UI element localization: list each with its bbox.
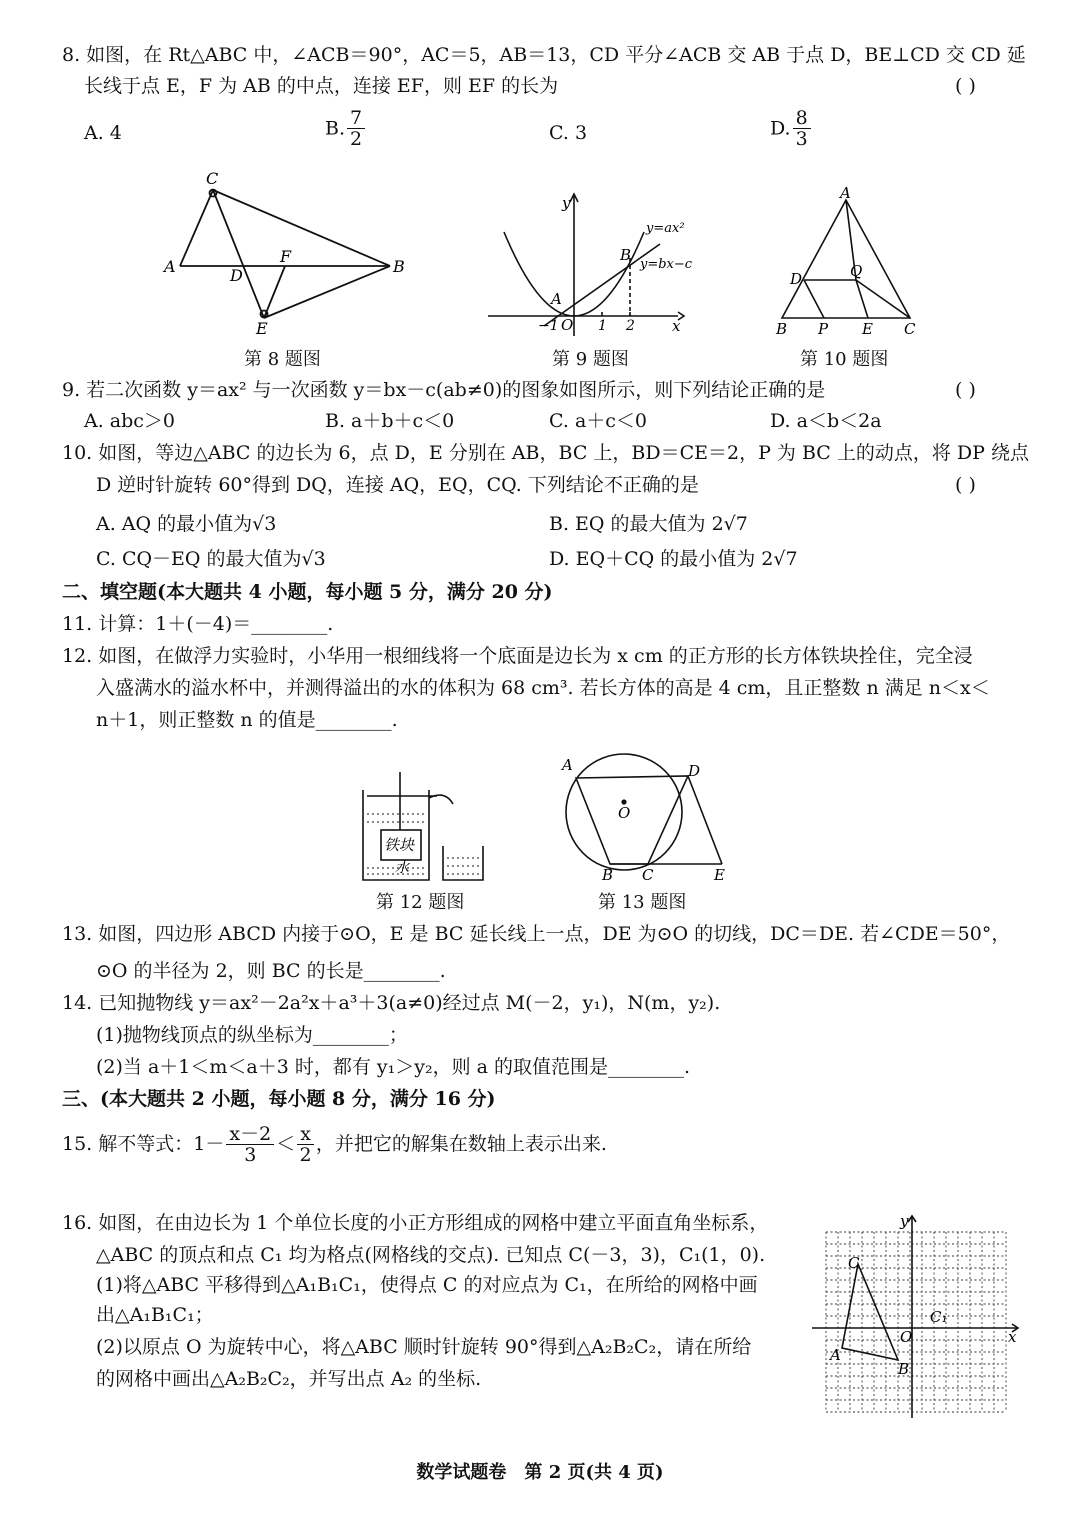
- q8-option-a: A. 4: [84, 122, 122, 144]
- fig8-label-e: E: [256, 319, 268, 338]
- fig8-label-c: C: [206, 169, 219, 188]
- q9-line1: 9. 若二次函数 y＝ax² 与一次函数 y＝bx－c(ab≠0)的图象如图所示，则下列结论正确的是: [62, 379, 826, 401]
- fig10-label-c: C: [904, 320, 916, 338]
- fig10-seg-qc: [856, 280, 910, 318]
- q14-line3: (2)当 a＋1＜m＜a＋3 时，都有 y₁＞y₂，则 a 的取值范围是________.: [96, 1056, 691, 1078]
- fig16-label-o: O: [900, 1328, 913, 1346]
- q15-suffix: ，并把它的解集在数轴上表示出来.: [315, 1133, 607, 1155]
- q16-line1: 16. 如图，在由边长为 1 个单位长度的小正方形组成的网格中建立平面直角坐标系，: [62, 1212, 769, 1234]
- q12-line2: 入盛满水的溢水杯中，并测得溢出的水的体积为 68 cm³. 若长方体的高是 4 cm，且正整数 n 满足 n＜x＜: [96, 677, 990, 699]
- q16-line5: (2)以原点 O 为旋转中心，将△ABC 顺时针旋转 90°得到△A₂B₂C₂，请在所给: [96, 1336, 752, 1358]
- q15-frac2-den: 2: [299, 1143, 312, 1166]
- figure-13: [556, 752, 734, 882]
- fig10-label-b: B: [776, 320, 788, 338]
- figure-16-grid: [812, 1212, 1028, 1420]
- fig9-label-line: y=bx−c: [640, 257, 693, 272]
- q8-option-b: [325, 108, 367, 149]
- q16-line2: △ABC 的顶点和点 C₁ 均为格点(网格线的交点). 已知点 C(－3，3)，C₁(1，0).: [96, 1244, 766, 1266]
- q12-line1: 12. 如图，在做浮力实验时，小华用一根细线将一个底面是边长为 x cm 的正方形的长方体铁块拴住，完全浸: [62, 645, 973, 667]
- q8-option-b-den: 2: [350, 128, 363, 150]
- fig10-label-p: P: [818, 320, 829, 338]
- fig16-label-a: A: [830, 1346, 841, 1364]
- figure-13-caption: 第 13 题图: [598, 892, 687, 913]
- fig16-label-c1: C₁: [930, 1308, 948, 1326]
- fig10-triangle-abc: [782, 200, 910, 318]
- q8-option-c: C. 3: [549, 122, 588, 144]
- q10-option-d: D. EQ＋CQ 的最小值为 2√7: [549, 548, 798, 570]
- q15-prefix: 15. 解不等式：1－: [62, 1133, 225, 1155]
- fig16-label-c: C: [848, 1254, 860, 1272]
- fig13-label-o: O: [618, 804, 631, 822]
- fig8-label-f: F: [280, 247, 292, 266]
- q16-line6: 的网格中画出△A₂B₂C₂，并写出点 A₂ 的坐标.: [96, 1368, 482, 1390]
- q14-line1: 14. 已知抛物线 y＝ax²－2a²x＋a³＋3(a≠0)经过点 M(－2，y₁)，N(m，y₂).: [62, 992, 721, 1014]
- q15-frac1-den: 3: [244, 1143, 257, 1166]
- fig13-label-d: D: [688, 762, 701, 780]
- fig12-label-water: 水: [395, 860, 409, 876]
- q8-option-d: [770, 108, 813, 149]
- q13-line2: ⊙O 的半径为 2，则 BC 的长是________.: [96, 960, 446, 982]
- fig13-label-a: A: [562, 756, 573, 774]
- section-3-heading: 三、(本大题共 2 小题，每小题 8 分，满分 16 分): [62, 1088, 496, 1110]
- q15-frac1-num: x－2: [226, 1124, 274, 1145]
- q10-line1: 10. 如图，等边△ABC 的边长为 6，点 D，E 分别在 AB，BC 上，BD＝CE＝2，P 为 BC 上的动点，将 DP 绕点: [62, 442, 1029, 464]
- fig16-label-b: B: [898, 1360, 910, 1378]
- q8-line2: 长线于点 E，F 为 AB 的中点，连接 EF，则 EF 的长为: [84, 75, 559, 97]
- fig9-label-x: x: [672, 317, 681, 335]
- q8-option-d-num: 8: [793, 108, 811, 129]
- fig9-label-y: y: [562, 194, 571, 212]
- fig8-seg-ca: [180, 190, 213, 266]
- q8-option-d-prefix: D.: [770, 117, 791, 140]
- q10-option-b: B. EQ 的最大值为 2√7: [549, 513, 748, 535]
- section-2-heading: 二、填空题(本大题共 4 小题，每小题 5 分，满分 20 分): [62, 581, 553, 603]
- figure-10: [768, 186, 924, 338]
- fig10-label-e: E: [862, 320, 873, 338]
- q15-text: [62, 1120, 607, 1167]
- figure-12-caption: 第 12 题图: [376, 892, 465, 913]
- q15-frac2-num: x: [297, 1124, 314, 1145]
- q9-option-a: A. abc＞0: [84, 410, 176, 432]
- figure-9: [482, 188, 704, 340]
- q10-line2: D 逆时针旋转 60°得到 DQ，连接 AQ，EQ，CQ. 下列结论不正确的是: [96, 474, 699, 496]
- fig16-label-y: y: [900, 1212, 909, 1230]
- figure-9-caption: 第 9 题图: [552, 349, 629, 370]
- fig8-label-d: D: [230, 266, 243, 285]
- fig8-label-a: A: [164, 257, 176, 276]
- figure-8: [150, 168, 420, 340]
- q15-mid: ＜: [276, 1133, 296, 1155]
- figure-8-caption: 第 8 题图: [244, 349, 321, 370]
- fig13-quadrilateral-abcd: [576, 776, 688, 864]
- q9-option-d: D. a＜b＜2a: [770, 410, 882, 432]
- fig13-label-c: C: [642, 866, 654, 882]
- fig12-beaker: [443, 846, 483, 880]
- fig13-seg-de: [688, 776, 722, 864]
- q8-answer-paren: ( ): [955, 75, 976, 97]
- q10-option-c: C. CQ－EQ 的最大值为√3: [96, 548, 326, 570]
- fig9-label-neg1: −1: [538, 318, 559, 334]
- fig13-label-e: E: [714, 866, 725, 882]
- fig9-label-parabola: y=ax²: [646, 221, 685, 236]
- q16-line4: 出△A₁B₁C₁；: [96, 1304, 214, 1326]
- q13-line1: 13. 如图，四边形 ABCD 内接于⊙O，E 是 BC 延长线上一点，DE 为⊙O 的切线，DC＝DE. 若∠CDE＝50°，: [62, 923, 1011, 945]
- fig10-label-q: Q: [850, 262, 863, 280]
- fig10-seg-qe: [856, 280, 868, 318]
- fig8-label-b: B: [393, 257, 405, 276]
- figure-10-caption: 第 10 题图: [800, 349, 889, 370]
- q11-text: 11. 计算：1＋(－4)＝________.: [62, 613, 334, 635]
- q8-option-b-prefix: B.: [325, 117, 346, 140]
- figure-12: [355, 768, 505, 886]
- q14-line2: (1)抛物线顶点的纵坐标为________；: [96, 1024, 408, 1046]
- fig9-label-o: O: [561, 316, 574, 334]
- fig10-seg-dp: [804, 280, 824, 318]
- fig10-label-a: A: [840, 186, 851, 202]
- q8-line1: 8. 如图，在 Rt△ABC 中，∠ACB＝90°，AC＝5，AB＝13，CD 平分∠ACB 交 AB 于点 D，BE⊥CD 交 CD 延: [62, 44, 1026, 66]
- fig16-label-x: x: [1008, 1328, 1017, 1346]
- q16-line3: (1)将△ABC 平移得到△A₁B₁C₁，使得点 C 的对应点为 C₁，在所给的网格中画: [96, 1274, 758, 1296]
- q8-option-d-den: 3: [795, 128, 808, 150]
- fig9-label-a: A: [551, 290, 562, 308]
- q8-option-b-num: 7: [347, 108, 365, 129]
- fig10-label-d: D: [790, 270, 803, 288]
- q10-answer-paren: ( ): [955, 474, 976, 496]
- fig8-seg-eb: [264, 266, 390, 318]
- q9-option-c: C. a＋c＜0: [549, 410, 647, 432]
- page-footer: 数学试题卷 第 2 页(共 4 页): [416, 1462, 664, 1483]
- q10-option-a: A. AQ 的最小值为√3: [96, 513, 277, 535]
- q9-answer-paren: ( ): [955, 379, 976, 401]
- fig9-label-1: 1: [598, 318, 607, 334]
- fig13-label-b: B: [602, 866, 614, 882]
- q9-option-b: B. a＋b＋c＜0: [325, 410, 455, 432]
- fig9-label-b: B: [620, 246, 632, 264]
- fig9-label-2: 2: [626, 318, 635, 334]
- q12-line3: n＋1，则正整数 n 的值是________.: [96, 709, 398, 731]
- fig12-label-block: 铁块: [384, 836, 415, 854]
